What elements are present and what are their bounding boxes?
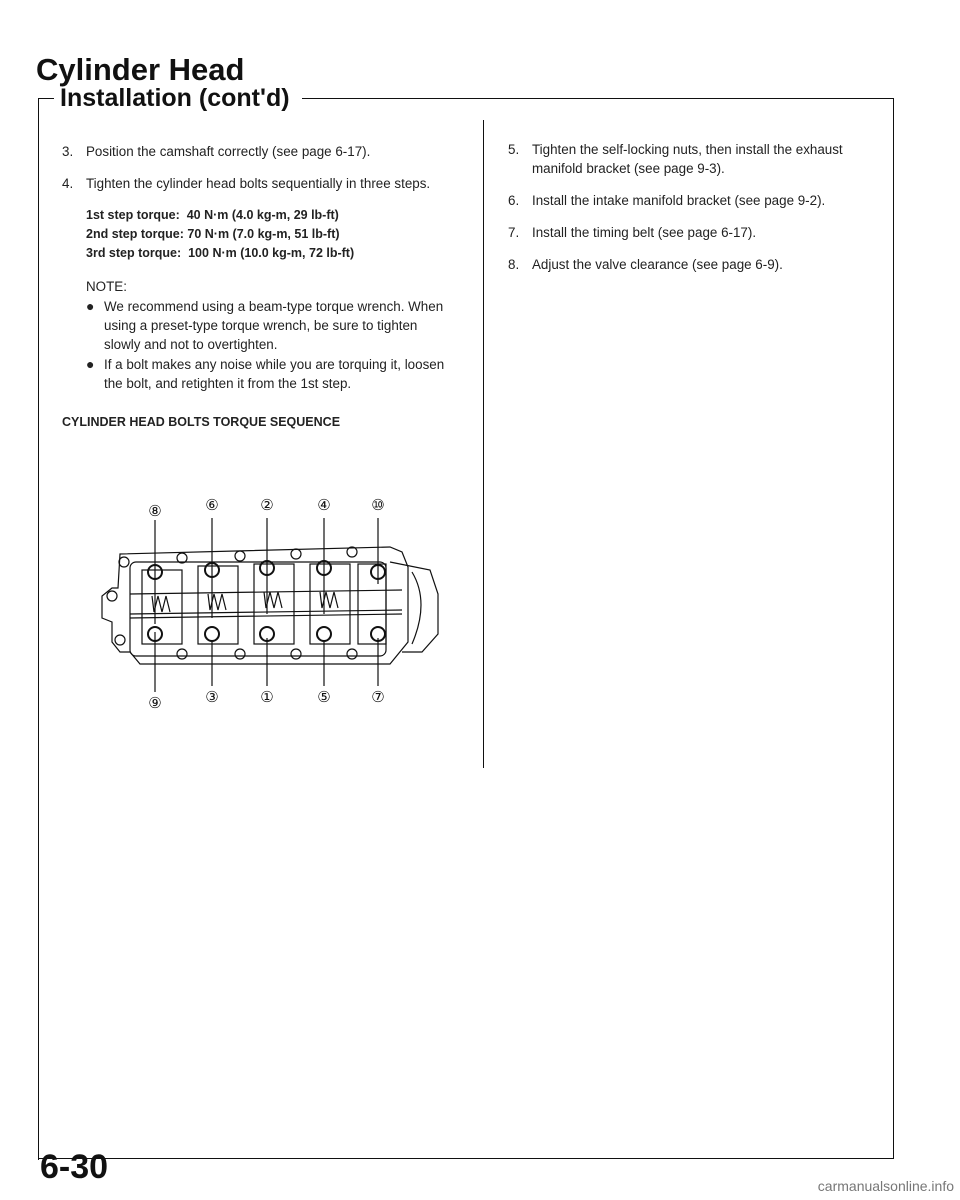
- step-text: Tighten the self-locking nuts, then install the exhaust manifold bracket (see page 9-3).: [532, 142, 843, 176]
- bolt-label-top: ⑩: [371, 496, 385, 514]
- step-number: 5.: [508, 142, 520, 157]
- step-5: [508, 140, 880, 178]
- bullet-icon: ●: [86, 298, 95, 314]
- torque-value: 70 N·m (7.0 kg-m, 51 lb-ft): [187, 227, 340, 241]
- step-8: [508, 255, 880, 274]
- note-item: [86, 297, 456, 354]
- step-4: [62, 174, 456, 193]
- note-text: If a bolt makes any noise while you are torquing it, loosen the bolt, and retighten it from the 1st step.: [104, 357, 445, 391]
- step-text: Tighten the cylinder head bolts sequentially in three steps.: [86, 176, 431, 191]
- watermark: carmanualsonline.info: [817, 1178, 954, 1194]
- note-item: [86, 355, 456, 393]
- bolt-label-bottom: ⑨: [148, 694, 162, 712]
- bolt-label-bottom: ①: [260, 688, 274, 706]
- column-divider: [483, 120, 484, 768]
- left-column: [62, 142, 456, 432]
- frame-border-top-left: [38, 98, 54, 99]
- step-number: 3.: [62, 144, 74, 159]
- step-number: 8.: [508, 257, 520, 272]
- torque-step-2: [86, 225, 456, 244]
- page-number: 6-30: [40, 1148, 109, 1186]
- step-text: Install the timing belt (see page 6-17).: [532, 225, 757, 240]
- bolt-label-top: ②: [260, 496, 274, 514]
- torque-step-1: [86, 206, 456, 225]
- bolt-label-bottom: ⑤: [317, 688, 331, 706]
- bullet-icon: ●: [86, 356, 95, 372]
- frame-border-top-right: [302, 98, 894, 99]
- step-7: [508, 223, 880, 242]
- cylinder-head-diagram: [90, 492, 450, 714]
- bolt-label-top: ④: [317, 496, 331, 514]
- right-column: [508, 140, 880, 287]
- step-3: [62, 142, 456, 161]
- bolt-label-top: ⑧: [148, 502, 162, 520]
- torque-value: 100 N·m (10.0 kg-m, 72 lb-ft): [188, 246, 355, 260]
- torque-specs: [86, 206, 456, 263]
- torque-label: 1st step torque:: [86, 208, 180, 222]
- step-6: [508, 191, 880, 210]
- page-title: Cylinder Head: [36, 52, 245, 87]
- diagram-caption: CYLINDER HEAD BOLTS TORQUE SEQUENCE: [62, 415, 341, 429]
- frame-border-left: [38, 98, 39, 1160]
- step-number: 7.: [508, 225, 520, 240]
- torque-label: 3rd step torque:: [86, 246, 182, 260]
- torque-step-3: [86, 244, 456, 263]
- step-text: Adjust the valve clearance (see page 6-9).: [532, 257, 783, 272]
- torque-value: 40 N·m (4.0 kg-m, 29 lb-ft): [186, 208, 339, 222]
- bolt-label-top: ⑥: [205, 496, 219, 514]
- section-subtitle: Installation (cont'd): [60, 84, 290, 112]
- note-label: NOTE:: [86, 279, 127, 294]
- frame-border-bottom: [38, 1158, 894, 1159]
- torque-label: 2nd step torque:: [86, 227, 184, 241]
- note-text: We recommend using a beam-type torque wrench. When using a preset-type torque wrench, be sure to tighten slowly and not to overtighten.: [104, 299, 444, 352]
- step-text: Position the camshaft correctly (see page 6-17).: [86, 144, 371, 159]
- frame-border-right: [893, 98, 894, 1158]
- step-text: Install the intake manifold bracket (see page 9-2).: [532, 193, 826, 208]
- bolt-label-bottom: ⑦: [371, 688, 385, 706]
- bolt-label-bottom: ③: [205, 688, 219, 706]
- step-number: 6.: [508, 193, 520, 208]
- step-number: 4.: [62, 176, 74, 191]
